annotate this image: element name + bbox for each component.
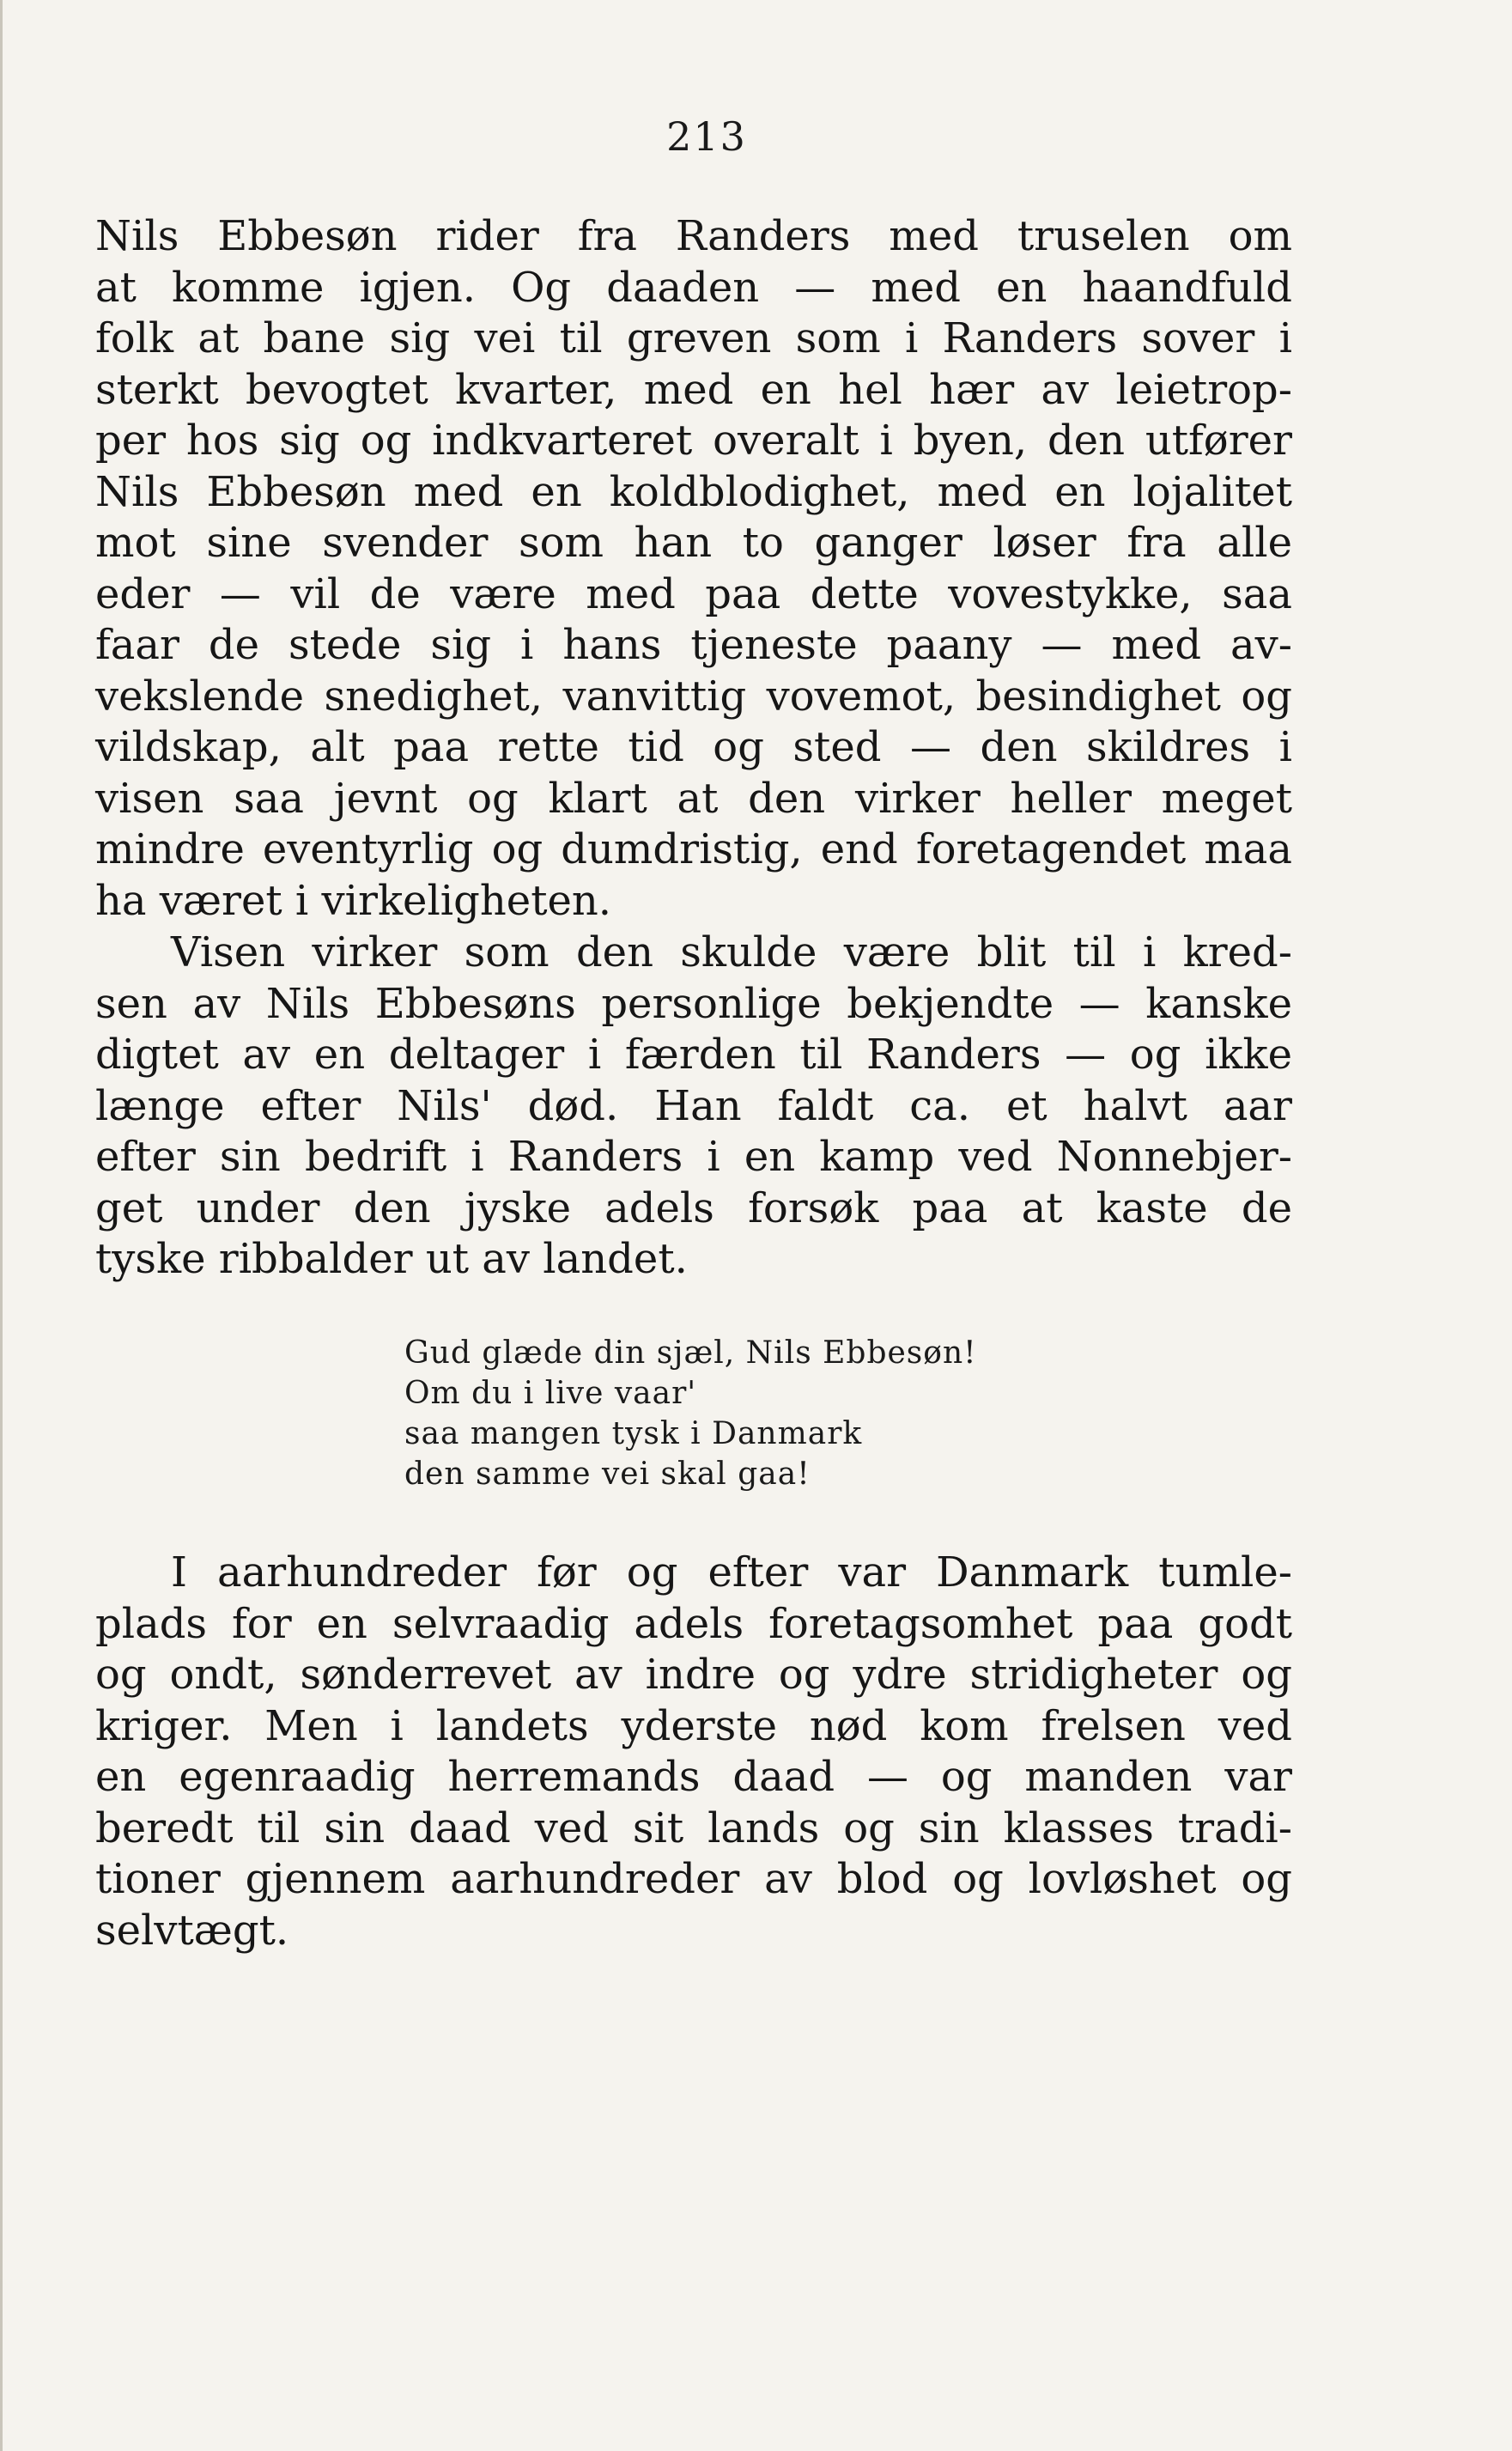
text-line: sterkt bevogtet kvarter, med en hel hær av leietrop- bbox=[95, 365, 1292, 414]
text-line: per hos sig og indkvarteret overalt i byen, den utfører bbox=[95, 417, 1292, 465]
text-line: eder — vil de være med paa dette vovestykke, saa bbox=[95, 569, 1292, 618]
text-line: faar de stede sig i hans tjeneste paany — med av- bbox=[95, 621, 1292, 669]
text-line: vildskap, alt paa rette tid og sted — den skildres i bbox=[95, 723, 1292, 771]
text-line: at komme igjen. Og daaden — med en haandfuld bbox=[95, 263, 1292, 312]
text-line: folk at bane sig vei til greven som i Randers sover i bbox=[95, 314, 1292, 362]
verse-line: Gud glæde din sjæl, Nils Ebbesøn! bbox=[404, 1335, 977, 1371]
text-line: Nils Ebbesøn med en koldblodighet, med en lojalitet bbox=[95, 467, 1292, 516]
text-line: mot sine svender som han to ganger løser fra alle bbox=[95, 519, 1292, 567]
verse-line: Om du i live vaar' bbox=[404, 1376, 697, 1411]
text-line: mindre eventyrlig og dumdristig, end foretagendet maa bbox=[95, 825, 1292, 873]
text-line: ha været i virkeligheten. bbox=[95, 876, 612, 925]
text-line: vekslende snedighet, vanvittig vovemot, besindighet og bbox=[95, 672, 1292, 721]
paragraph-1 bbox=[95, 211, 1292, 927]
text-line: længe efter Nils' død. Han faldt ca. et halvt aar bbox=[95, 1081, 1292, 1130]
text-line: selvtægt. bbox=[95, 1906, 289, 1955]
text-line: en egenraadig herremands daad — og manden var bbox=[95, 1753, 1292, 1801]
paragraph-3 bbox=[95, 1548, 1292, 1956]
text-line: plads for en selvraadig adels foretagsomhet paa godt bbox=[95, 1599, 1292, 1648]
text-line: beredt til sin daad ved sit lands og sin klasses tradi- bbox=[95, 1803, 1292, 1852]
text-line: og ondt, sønderrevet av indre og ydre stridigheter og bbox=[95, 1651, 1292, 1699]
verse-line: saa mangen tysk i Danmark bbox=[404, 1416, 863, 1451]
text-line: tioner gjennem aarhundreder av blod og lovløshet og bbox=[95, 1855, 1292, 1903]
paragraph-2 bbox=[95, 927, 1292, 1286]
text-line: efter sin bedrift i Randers i en kamp ved Nonnebjer- bbox=[95, 1133, 1292, 1181]
text-line: Nils Ebbesøn rider fra Randers med truselen om bbox=[95, 212, 1292, 260]
text-line: sen av Nils Ebbesøns personlige bekjendte — kanske bbox=[95, 979, 1292, 1028]
page-number: 213 bbox=[666, 113, 747, 160]
text-line: get under den jyske adels forsøk paa at kaste de bbox=[95, 1183, 1292, 1232]
text-line: kriger. Men i landets yderste nød kom frelsen ved bbox=[95, 1701, 1292, 1750]
text-line: Visen virker som den skulde være blit til i kred- bbox=[171, 928, 1292, 976]
text-line: I aarhundreder før og efter var Danmark tumle- bbox=[171, 1548, 1292, 1596]
verse-line: den samme vei skal gaa! bbox=[404, 1457, 811, 1492]
text-line: tyske ribbalder ut av landet. bbox=[95, 1235, 688, 1283]
text-line: visen saa jevnt og klart at den virker heller meget bbox=[95, 774, 1292, 823]
text-line: digtet av en deltager i færden til Randers — og ikke bbox=[95, 1031, 1292, 1079]
verse-quote bbox=[404, 1333, 977, 1494]
